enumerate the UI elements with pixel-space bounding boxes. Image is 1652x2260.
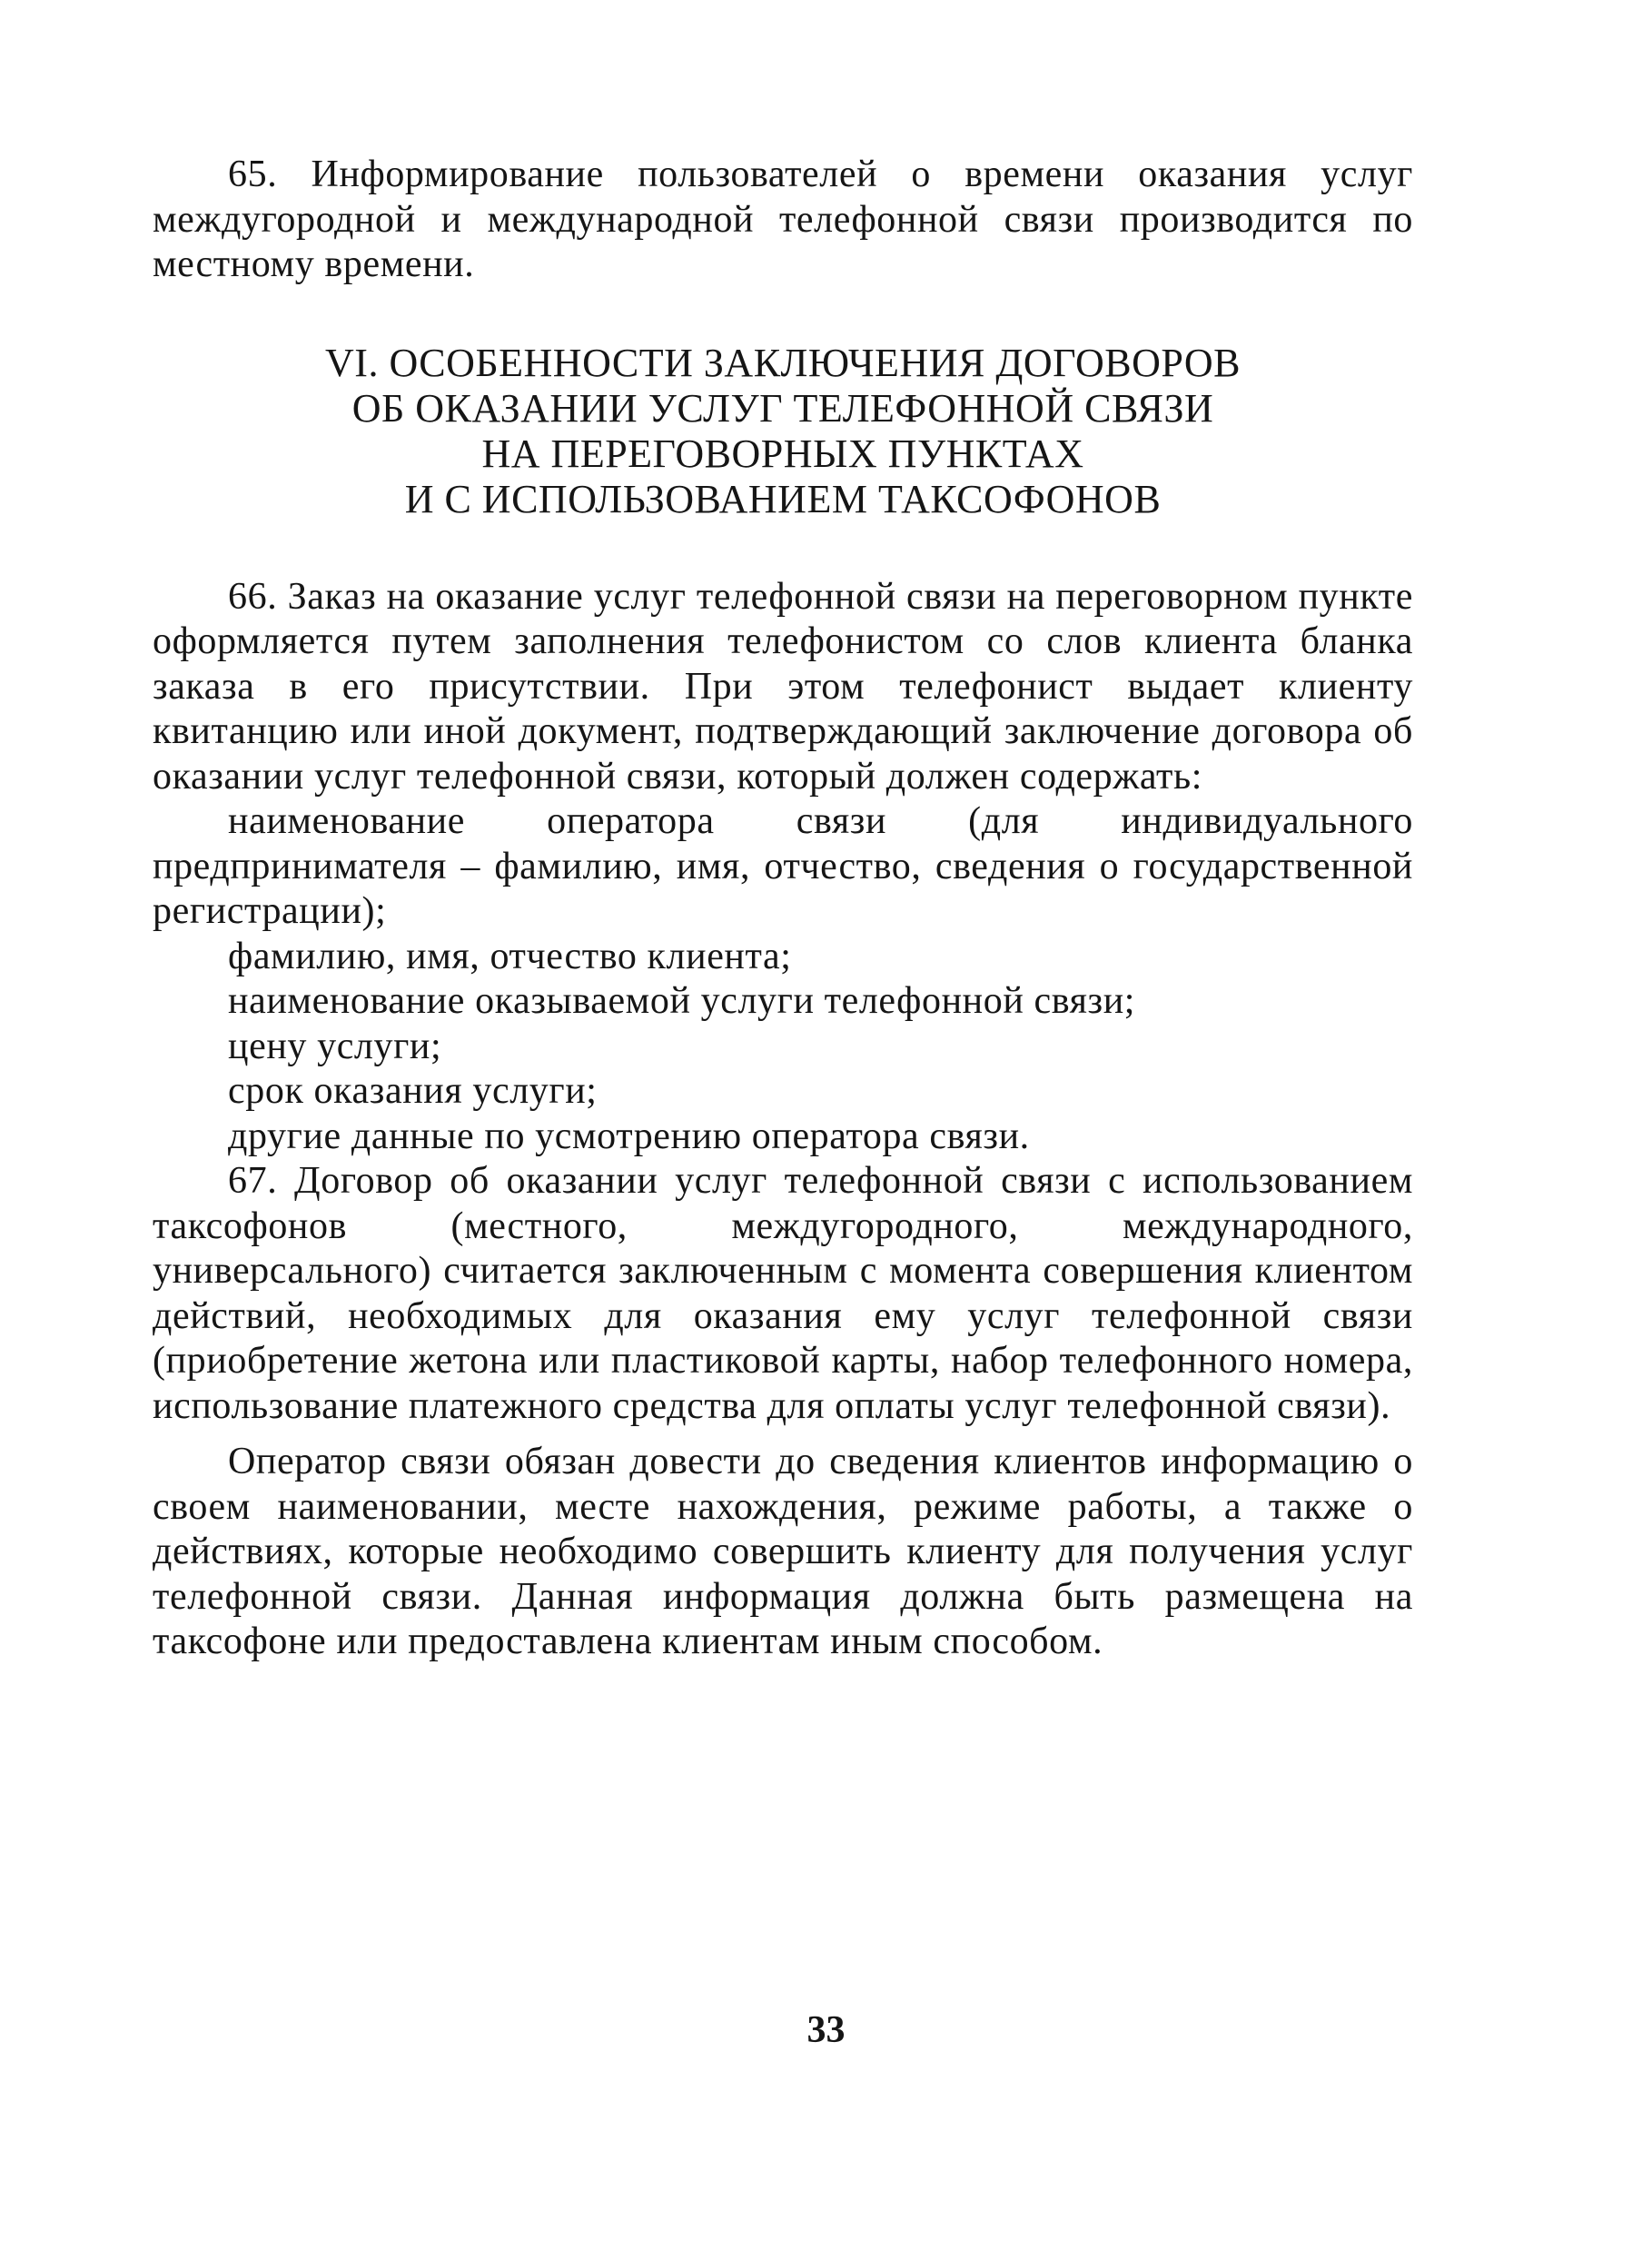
section-heading-line-4: И С ИСПОЛЬЗОВАНИЕМ ТАКСОФОНОВ xyxy=(404,476,1162,521)
paragraph-65: 65. Информирование пользователей о времени оказания услуг междугородной и международной телефонной связи производится по местному времени. xyxy=(153,154,1413,285)
section-heading xyxy=(153,341,1413,522)
list-item-service-name: наименование оказываемой услуги телефонной связи; xyxy=(228,980,1136,1022)
section-heading-line-3: НА ПЕРЕГОВОРНЫХ ПУНКТАХ xyxy=(481,431,1084,476)
list-item-term: срок оказания услуги; xyxy=(228,1070,598,1112)
list-item-price: цену услуги; xyxy=(228,1025,442,1067)
paragraph-67-operator-duty: Оператор связи обязан довести до сведения клиентов информацию о своем наименовании, месте нахождения, режиме работы, а также о действиях, которые необходимо совершить клиенту для получения услуг телефонной связи. Данная информация должна быть размещена на таксофоне или предоставлена клиентам иным способом. xyxy=(153,1441,1413,1662)
page-number: 33 xyxy=(806,2009,846,2051)
paragraph-gap xyxy=(153,1429,1413,1440)
paragraph-66: 66. Заказ на оказание услуг телефонной связи на переговорном пункте оформляется путем заполнения телефонистом со слов клиента бланка заказа в его присутствии. При этом телефонист выдает клиенту квитанцию или иной документ, подтверждающий заключение договора об оказании услуг телефонной связи, который должен содержать: xyxy=(153,575,1413,798)
list-item-other-data: другие данные по усмотрению оператора связи. xyxy=(228,1115,1030,1157)
paragraph-67: 67. Договор об оказании услуг телефонной связи с использованием таксофонов (местного, междугородного, международного, универсального) считается заключенным с момента совершения клиентом действий, необходимых для оказания ему услуг телефонной связи (приобретение жетона или пластиковой карты, набор телефонного номера, использование платежного средства для оплаты услуг телефонной связи). xyxy=(153,1160,1413,1427)
list-item-operator-name: наименование оператора связи (для индивидуального предпринимателя – фамилию, имя, отчество, сведения о государственной регистрации); xyxy=(153,800,1413,932)
section-heading-line-2: ОБ ОКАЗАНИИ УСЛУГ ТЕЛЕФОННОЙ СВЯЗИ xyxy=(351,385,1214,431)
section-heading-line-1: VI. ОСОБЕННОСТИ ЗАКЛЮЧЕНИЯ ДОГОВОРОВ xyxy=(325,340,1241,385)
list-item-client-name: фамилию, имя, отчество клиента; xyxy=(228,935,792,977)
text-column xyxy=(153,153,1413,1665)
